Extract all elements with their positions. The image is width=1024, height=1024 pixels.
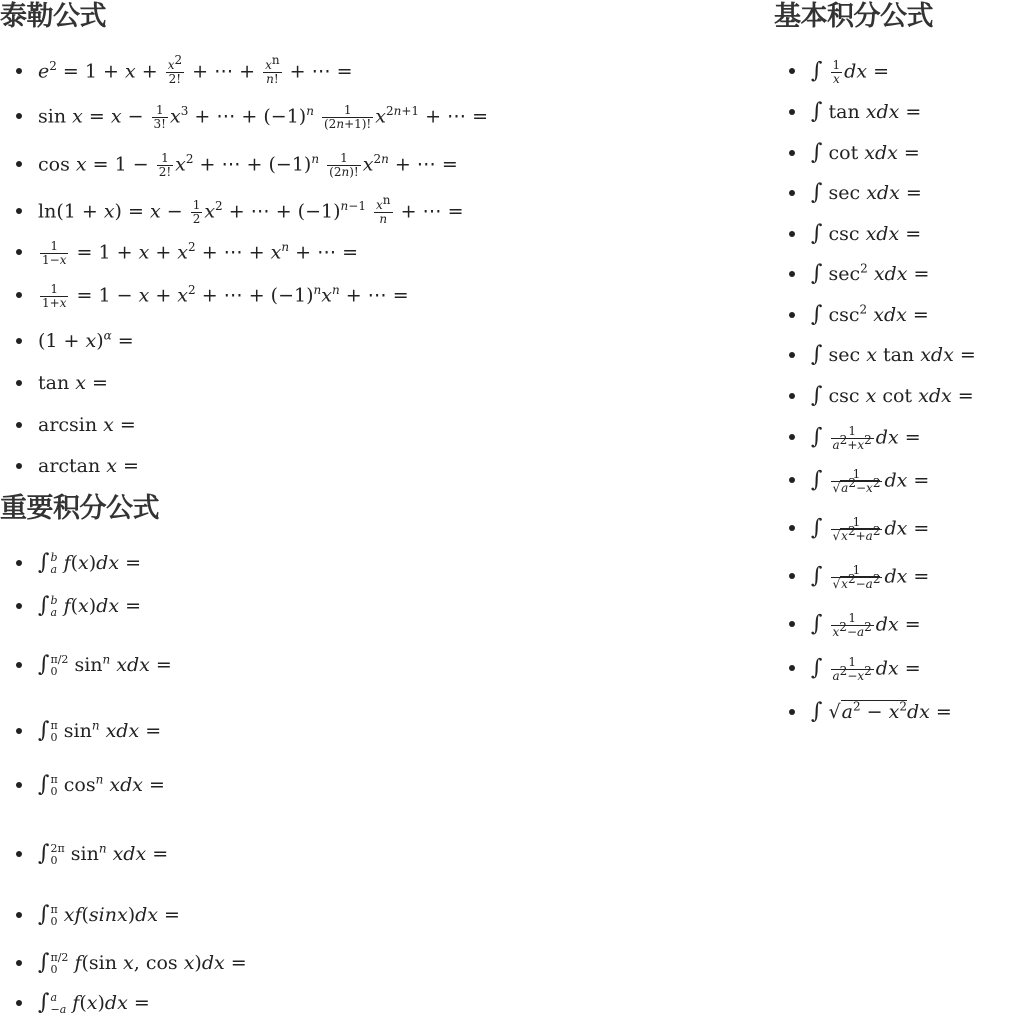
basic-integrals-title: 基本积分公式	[774, 1, 933, 32]
formula-item: ∫ $\csc^2$ xdx =	[811, 303, 929, 327]
formula-item: ∫ $\frac{1}{x}$ dx =	[811, 59, 889, 86]
bullet	[16, 68, 22, 74]
taylor-section-title: 泰勒公式	[0, 1, 106, 32]
bullet	[789, 393, 795, 399]
bullet	[789, 68, 795, 74]
formula-item: ∫ b a f(x)dx =	[38, 594, 141, 619]
formula-item: ∫ $√a^2 - x^2dx$ =	[811, 700, 952, 724]
bullet	[789, 231, 795, 237]
bullet	[789, 573, 795, 579]
formula-item: $\frac{1}{1+x}$ = $1 - x + x^2$ + ⋯ + $(-1)^nx^n$ + ⋯ =	[38, 283, 409, 310]
bullet	[789, 434, 795, 440]
formula-item: ∫ csc xdx =	[811, 222, 921, 246]
bullet	[16, 208, 22, 214]
bullet	[789, 190, 795, 196]
formula-item: ∫ $\frac{1}{a^2+x^2}$ dx =	[811, 425, 921, 452]
formula-item: ∫ cot xdx =	[811, 141, 920, 165]
formula-item: ∫ π 0 $\sin^n$ xdx =	[38, 719, 161, 744]
bullet	[789, 150, 795, 156]
formula-item: ∫ $\frac{1}{√x^2-a^2}$ dx =	[811, 564, 929, 591]
formula-item: tan x =	[38, 371, 108, 395]
formula-item: ∫ sec xdx =	[811, 181, 922, 205]
formula-item: arcsin x =	[38, 413, 136, 437]
bullet	[16, 728, 22, 734]
formula-item: ∫ b a f(x)dx =	[38, 551, 141, 576]
formula-item: ∫ $\frac{1}{√a^2-x^2}$ dx =	[811, 468, 929, 495]
formula-item: $\frac{1}{1-x}$ = $1 + x + x^2$ + ⋯ + $x^n$ + ⋯ =	[38, 240, 358, 267]
bullet	[16, 912, 22, 918]
bullet	[789, 312, 795, 318]
bullet	[16, 782, 22, 788]
formula-item: $(1 + x)^\alpha$ =	[38, 329, 134, 353]
formula-item: arctan x =	[38, 454, 139, 478]
formula-item: ∫ a −a f(x)dx =	[38, 991, 150, 1016]
bullet	[789, 525, 795, 531]
bullet	[16, 380, 22, 386]
bullet	[789, 709, 795, 715]
formula-item: ∫ $\sec^2$ xdx =	[811, 262, 929, 286]
bullet	[16, 463, 22, 469]
bullet	[789, 271, 795, 277]
formula-item: ∫ $\frac{1}{x^2-a^2}$ dx =	[811, 612, 921, 639]
formula-item: ∫ $\frac{1}{√x^2+a^2}$ dx =	[811, 516, 929, 543]
bullet	[789, 352, 795, 358]
bullet	[16, 960, 22, 966]
formula-item: ∫ π/2 0 $\sin^n$ xdx =	[38, 653, 172, 678]
formula-item: ∫ tan xdx =	[811, 100, 921, 124]
formula-item: cos x = 1 − $\frac{1}{2!}$ $x^2$ + ⋯ + $(-1)^n$ $\frac{1}{(2n)!}$ $x^{2n}$ + ⋯ =	[38, 152, 458, 179]
bullet	[16, 161, 22, 167]
formula-item: ∫ π/2 0 f(sin x, cos x)dx =	[38, 951, 247, 976]
bullet	[16, 292, 22, 298]
bullet	[16, 1000, 22, 1006]
bullet	[789, 109, 795, 115]
bullet	[16, 338, 22, 344]
bullet	[16, 422, 22, 428]
bullet	[16, 851, 22, 857]
formula-item: ∫ 2π 0 $\sin^n$ xdx =	[38, 842, 168, 867]
bullet	[16, 249, 22, 255]
bullet	[789, 477, 795, 483]
bullet	[789, 621, 795, 627]
formula-item: sin x = x − $\frac{1}{3!}$ $x^3$ + ⋯ + $(-1)^n$ $\frac{1}{(2n+1)!}$ $x^{2n+1}$ + ⋯ =	[38, 104, 488, 131]
bullet	[16, 662, 22, 668]
bullet	[16, 113, 22, 119]
bullet	[16, 560, 22, 566]
important-integrals-title: 重要积分公式	[0, 493, 159, 524]
bullet	[789, 665, 795, 671]
formula-item: $e^2 = 1 + x$ + $\frac{x^2}{2!}$ + ⋯ + $\frac{x^n}{n!}$ + ⋯ =	[38, 59, 353, 86]
formula-item: ∫ sec x tan xdx =	[811, 343, 976, 367]
formula-item: ∫ $\frac{1}{a^2-x^2}$ dx =	[811, 656, 921, 683]
formula-item: ∫ π 0 $\cos^n$ xdx =	[38, 773, 165, 798]
formula-item: ∫ csc x cot xdx =	[811, 384, 974, 408]
formula-item: ∫ π 0 xf(sinx)dx =	[38, 903, 180, 928]
formula-item: ln(1 + x) = x − $\frac{1}{2}$ $x^2$ + ⋯ + $(-1)^{n-1}$ $\frac{x^n}{n}$ + ⋯ =	[38, 199, 464, 226]
bullet	[16, 603, 22, 609]
